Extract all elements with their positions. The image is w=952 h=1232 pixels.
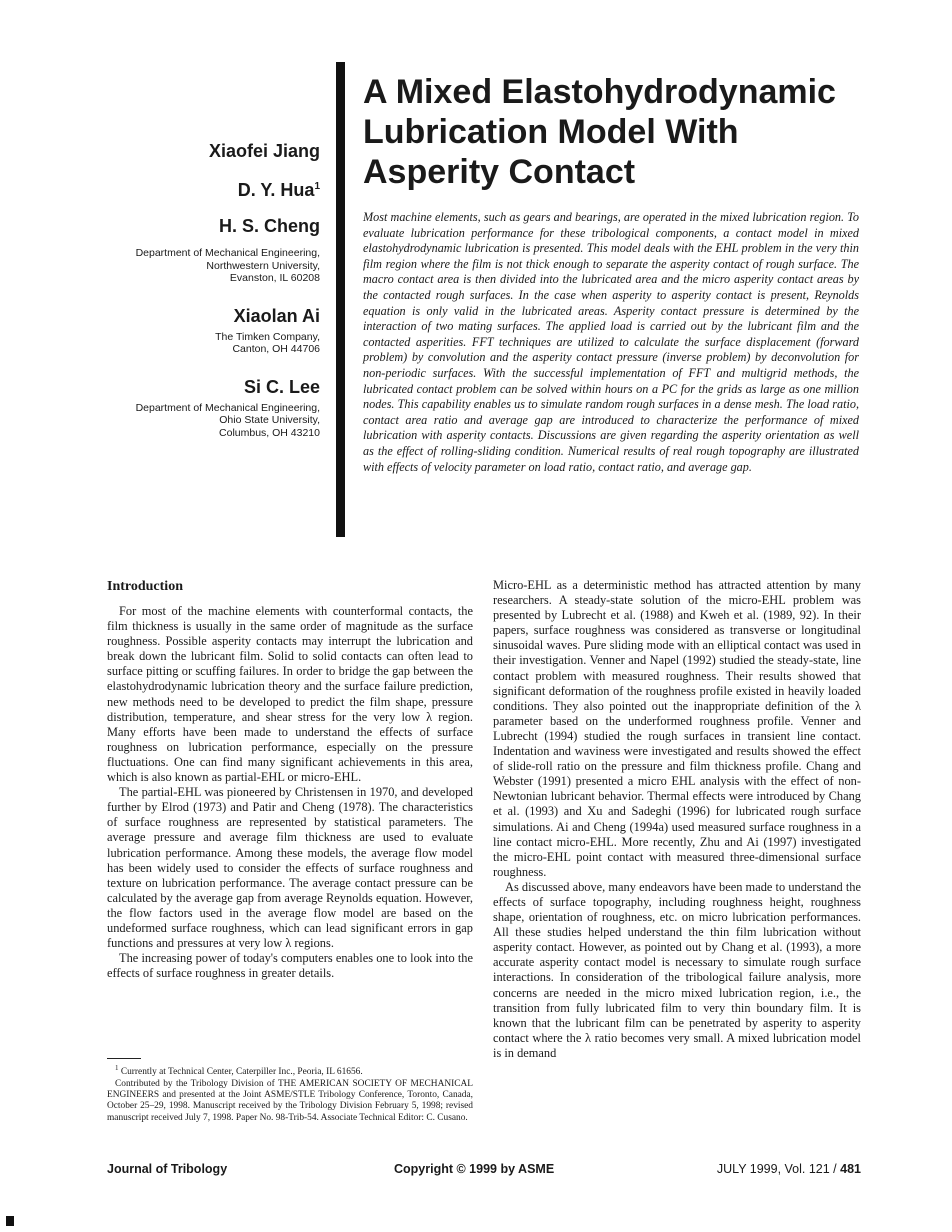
body-paragraph: As discussed above, many endeavors have been made to understand the effects of surface topography, including roughness height, roughness shape, orientation of roughness, etc. on micro lubrication performances. All these studies helped understand the thin film lubrication without asperity contact. However, as pointed out by Chang et al. (1993), a more accurate asperity contact model is necessary to simulate rough surface interactions. In consideration of the tribological failure analysis, more concerns are needed in the micro mixed lubrication region, i.e., the transition from fully lubricated film to very thin boundary film. It is known that the lubricant film can be penetrated by asperity to asperity contact where the λ ratio becomes very small. A mixed lubrication model is in demand <box>493 879 861 1060</box>
body-paragraph: The increasing power of today's computers enables one to look into the effects of surface roughness in greater details. <box>107 951 473 981</box>
title-line: Asperity Contact <box>363 153 636 191</box>
page-number: 481 <box>840 1162 861 1176</box>
author-name: H. S. Cheng <box>218 216 320 236</box>
page-footer <box>107 1162 861 1178</box>
footnote-marker: 1 <box>314 181 320 192</box>
footnote: $^1$ Currently at Technical Center, Caterpiller Inc., Peoria, IL 61656. <box>115 1064 363 1078</box>
author-name: Si C. Lee <box>243 376 320 397</box>
journal-name: Journal of Tribology <box>107 1162 228 1176</box>
section-heading: Introduction <box>107 579 183 594</box>
body-paragraph: Micro-EHL as a deterministic method has attracted attention by many researchers. A steady-state solution of the micro-EHL problem was presented by Lubrecht et al. (1988) and Kweh et al. (1989, 92). In their papers, surface roughness was considered as transverse or longitudinal sinusoidal waves. Pure sliding mode with an elliptical contact was used in their investigation. Venner and Napel (1992) studied the steady-state, line contact problem with measured roughness. Their results showed that significant deformation of the roughness profile existed in heavily loaded conditions. They also pointed out the inappropriate definition of the λ parameter based on the underformed roughness profile. Venner and Lubrecht (1994) studied the rough surfaces in transient line contact. Indentation and waviness were investigated and results showed the effect of slide-roll ratio on the pressure and film thickness profile. Chang and Webster (1991) presented a micro EHL analysis with the effect of non-Newtonian lubricant behavior. Thermal effects were introduced by Chang et al. (1993) and Xu and Sadeghi (1996) for lubricated rough surface simulations. Ai and Cheng (1994a) used measured surface roughness in a line contact micro-EHL. More recently, Zhu and Ai (1997) investigated the micro-EHL point contact with measured three-dimensional surface roughness. <box>493 578 861 879</box>
scan-corner-mark <box>6 1216 14 1226</box>
issue-info: JULY 1999, Vol. 121 / 481 <box>716 1162 861 1176</box>
affiliation-line: Department of Mechanical Engineering, <box>135 401 320 414</box>
copyright: Copyright © 1999 by ASME <box>394 1162 555 1176</box>
affiliation-line: Canton, OH 44706 <box>232 343 320 355</box>
footnotes <box>107 1058 473 1124</box>
body-column-left <box>107 578 473 981</box>
affiliation-line: The Timken Company, <box>215 330 320 343</box>
author-name: Xiaofei Jiang <box>208 141 320 161</box>
abstract: Most machine elements, such as gears and bearings, are operated in the mixed lubrication region. To evaluate lubrication performance for these tribological components, a contact model in mixed elastohydrodynamic lubrication is presented. This model deals with the EHL problem in the very thin film region where the film is not thick enough to separate the asperity contact of rough surface. The macro contact area is then divided into the lubricated area and the micro asperity contact areas by the contacted rough surfaces. In the case when asperity to asperity contact is present, Reynolds equation is only valid in the lubricated areas. Asperity contact pressure is determined by the interaction of two mating surfaces. The applied load is carried out by the lubricant film and the contacted asperities. FFT techniques are utilized to calculate the surface displacement (forward problem) by convolution and the asperity contact pressure (inverse problem) by deconvolution for non-periodic surfaces. With the successful implementation of FFT and multigrid methods, the lubricated contact problem can be solved within hours on a PC for the grids as large as one million nodes. This capability enables us to simulate random rough surfaces in a dense mesh. The load ratio, contact area ratio and average gap are introduced to characterize the performance of mixed lubrication with asperity contacts. Discussions are given regarding the asperity orientation as well as the effect of rolling-sliding condition. Numerical results of real rough topography are illustrated with effects of velocity parameter on load ratio, contact ratio, and average gap. <box>363 210 859 474</box>
body-paragraph: The partial-EHL was pioneered by Christensen in 1970, and developed further by Elrod (1973) and Patir and Cheng (1978). The characteristics of surface roughness are represented by statistical parameters. The average pressure and average film thickness are used to evaluate lubrication performance. Among these models, the average flow model has been widely used to consider the effects of surface roughness and texture on lubrication performance. The average contact pressure can be calculated by the average gap from average Reynolds equation. However, the flow factors used in the average flow model are based on the undeformed surface roughness, which can lead significant errors in gap functions and pressures at very low λ regions. <box>107 785 473 951</box>
affiliation-line: Evanston, IL 60208 <box>229 272 320 284</box>
title-line: Lubrication Model With <box>363 113 739 151</box>
title-line: A Mixed Elastohydrodynamic <box>363 73 836 111</box>
paper-title <box>363 72 923 192</box>
affiliation-line: Department of Mechanical Engineering, <box>135 247 320 259</box>
footnote-rule <box>107 1058 141 1059</box>
author-name: D. Y. Hua$^1$ <box>237 180 320 200</box>
affiliation-line: Columbus, OH 43210 <box>219 426 320 439</box>
affiliation-line: Ohio State University, <box>219 414 320 426</box>
body-column-right <box>493 578 861 1061</box>
body-paragraph: For most of the machine elements with counterformal contacts, the film thickness is usually in the same order of magnitude as the surface roughness. Possible asperity contacts may interrupt the lubrication and break down the lubricant film. Solid to solid contacts can often lead to surface pitting or scuffing failures. In order to bridge the gap between the elastohydrodynamic lubrication theory and the surface failure prediction, new methods need to be developed to predict the film shape, pressure distribution, temperature, and shear stress for the very low λ region. Many efforts have been made to understand the effects of surface roughness on lubrication performance, especially on the pressure fluctuations. One can find many significant achievements in this area, which is also known as partial-EHL or micro-EHL. <box>107 604 473 785</box>
contribution-note: Contributed by the Tribology Division of THE AMERICAN SOCIETY OF MECHANICAL ENGINEERS and presented at the Joint ASME/STLE Tribology Conference, Toronto, Canada, October 25–29, 1998. Manuscript received by the Tribology Division February 5, 1998; revised manuscript received July 7, 1998. Paper No. 98-Trib-54. Associate Technical Editor: C. Cusano. <box>107 1078 473 1123</box>
title-divider-bar <box>336 62 345 537</box>
author-block <box>100 140 320 439</box>
affiliation-line: Northwestern University, <box>206 259 320 272</box>
author-name: Xiaolan Ai <box>233 305 320 326</box>
